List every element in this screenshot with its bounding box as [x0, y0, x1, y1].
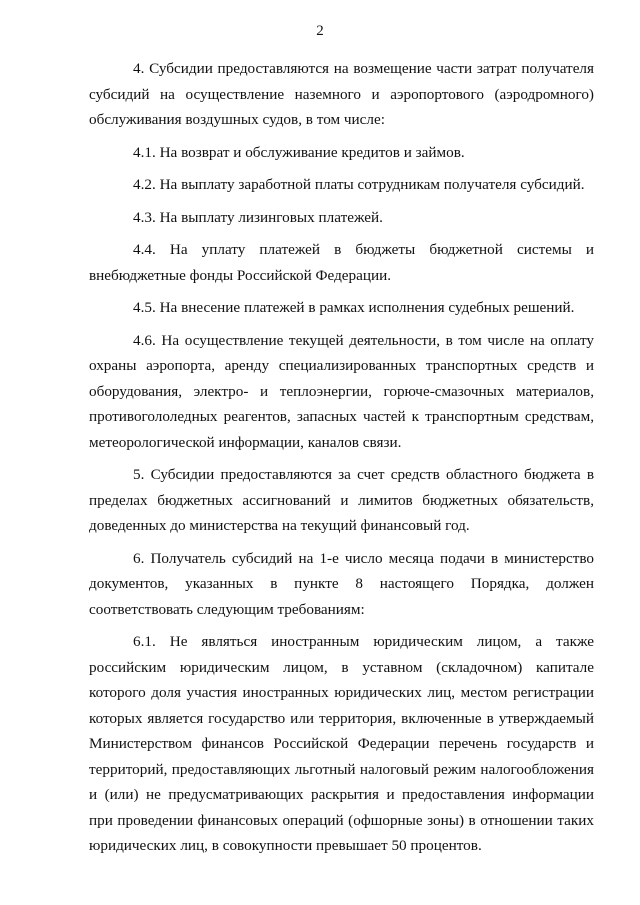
paragraph-4-4: 4.4. На уплату платежей в бюджеты бюджетной системы и внебюджетные фонды Российской Федерации. — [89, 241, 594, 284]
paragraph-4-1: 4.1. На возврат и обслуживание кредитов и займов. — [133, 143, 465, 161]
paragraph-4-5: 4.5. На внесение платежей в рамках исполнения судебных решений. — [133, 299, 575, 316]
document-body — [89, 56, 594, 866]
paragraph-6-1: 6.1. Не являться иностранным юридическим лицом, а также российским юридическим лицом, в уставном (складочном) капитале которого доля участия иностранных юридических лиц, местом регистрации которых является государство или территория, включенные в утверждаемый Министерством финансов Российской Федерации перечень государств и территорий, предоставляющих льготный налоговый режим налогообложения и (или) не предусматривающих раскрытия и предоставления информации при проведении финансовых операций (офшорные зоны) в отношении таких юридических лиц, в совокупности превышает 50 процентов. — [89, 633, 594, 854]
paragraph-5: 5. Субсидии предоставляются за счет средств областного бюджета в пределах бюджетных ассигнований и лимитов бюджетных обязательств, доведенных до министерства на текущий финансовый год. — [89, 466, 594, 534]
paragraph-4-6: 4.6. На осуществление текущей деятельности, в том числе на оплату охраны аэропорта, аренду специализированных транспортных средств и оборудования, электро- и теплоэнергии, горюче-смазочных материалов, противогололедных реагентов, запасных частей к транспортным средствам, метеорологической информации, каналов связи. — [89, 331, 594, 451]
paragraph-4: 4. Субсидии предоставляются на возмещение части затрат получателя субсидий на осуществление наземного и аэропортового (аэродромного) обслуживания воздушных судов, в том числе: — [89, 60, 594, 128]
paragraph-6: 6. Получатель субсидий на 1-е число месяца подачи в министерство документов, указанных в пункте 8 настоящего Порядка, должен соответствовать следующим требованиям: — [89, 549, 594, 618]
paragraph-4-2: 4.2. На выплату заработной платы сотрудникам получателя субсидий. — [133, 176, 585, 193]
paragraph-4-3: 4.3. На выплату лизинговых платежей. — [133, 208, 383, 226]
page-number: 2 — [316, 23, 324, 39]
